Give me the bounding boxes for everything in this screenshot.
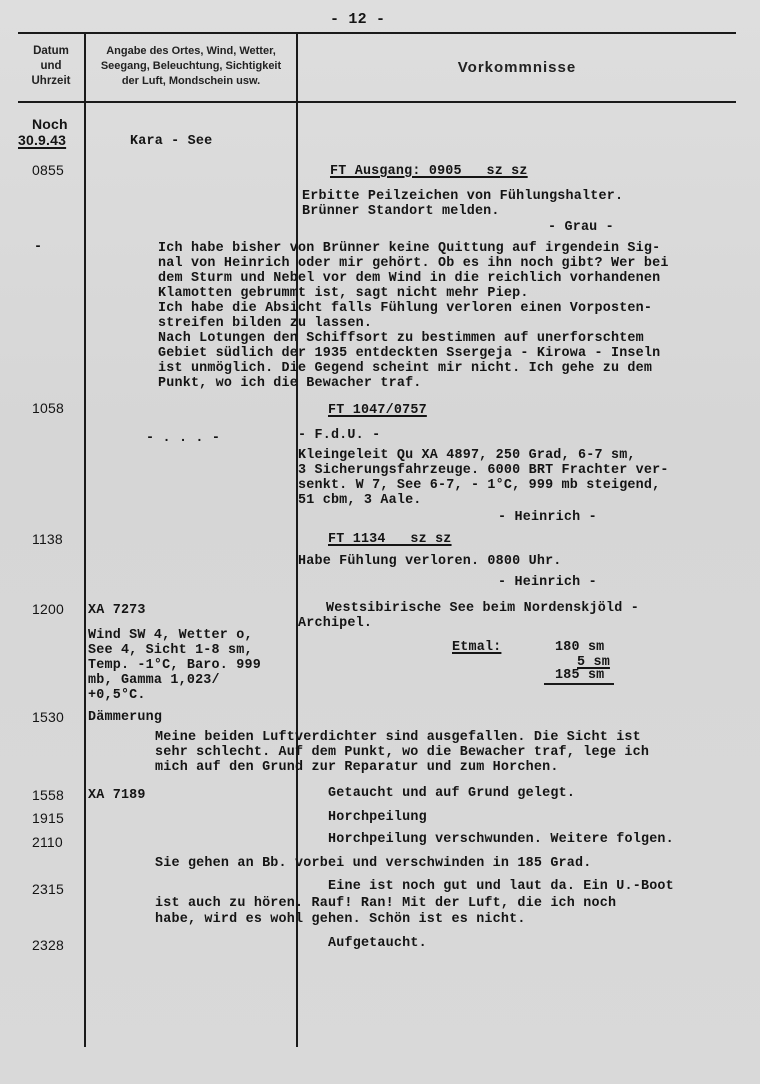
signature-heinrich: - Heinrich -: [498, 575, 597, 590]
time-2328: 2328: [32, 937, 64, 953]
event-text: Ich habe die Absicht falls Fühlung verloren einen Vorposten-: [158, 301, 653, 316]
etmal-value: 5 sm: [577, 655, 610, 670]
event-text: senkt. W 7, See 6-7, - 1°C, 999 mb steigend,: [298, 478, 661, 493]
etmal-value: 180 sm: [555, 640, 605, 655]
time-1530: 1530: [32, 709, 64, 725]
event-text: Klamotten gebrummt ist, sagt nicht mehr Piep.: [158, 286, 529, 301]
event-text: mich auf den Grund zur Reparatur und zum Horchen.: [155, 760, 559, 775]
time-0855: 0855: [32, 162, 64, 178]
header-place-line: Seegang, Beleuchtung, Sichtigkeit: [100, 60, 282, 72]
ft-1047-title: FT 1047/0757: [328, 403, 427, 418]
event-text: Ich habe bisher von Brünner keine Quittung auf irgendein Sig-: [158, 241, 661, 256]
header-place-line: Angabe des Ortes, Wind, Wetter,: [106, 45, 276, 57]
weather-line: Wind SW 4, Wetter o,: [88, 628, 253, 643]
date-value: 30.9.43: [18, 132, 67, 148]
event-text: Nach Lotungen den Schiffsort zu bestimmen auf unerforschtem: [158, 331, 644, 346]
event-text: Brünner Standort melden.: [302, 204, 500, 219]
event-text: ist auch zu hören. Rauf! Ran! Mit der Luft, die ich noch: [155, 896, 617, 911]
date-noch: Noch: [32, 116, 68, 132]
event-text: Westsibirische See beim Nordenskjöld -: [326, 601, 639, 616]
event-text: Horchpeilung verschwunden. Weitere folgen.: [328, 832, 674, 847]
column-divider-2: [296, 32, 298, 1047]
event-text: 3 Sicherungsfahrzeuge. 6000 BRT Frachter ver-: [298, 463, 669, 478]
page-number: - 12 -: [330, 11, 386, 28]
event-text: Erbitte Peilzeichen von Fühlungshalter.: [302, 189, 624, 204]
ft-ausgang-title: FT Ausgang: 0905 sz sz: [330, 164, 528, 179]
event-text: Sie gehen an Bb. vorbei und verschwinden in 185 Grad.: [155, 856, 592, 871]
weather-line: +0,5°C.: [88, 688, 146, 703]
header-place-line: der Luft, Mondschein usw.: [121, 75, 261, 87]
event-text: 51 cbm, 3 Aale.: [298, 493, 422, 508]
event-text: dem Sturm und Nebel vor dem Wind in die reichlich vorhandenen: [158, 271, 661, 286]
event-text: Gebiet südlich der 1935 entdeckten Ssergeja - Kirowa - Inseln: [158, 346, 661, 361]
header-date-column: [18, 44, 84, 89]
weather-line: Temp. -1°C, Baro. 999: [88, 658, 261, 673]
signature-heinrich: - Heinrich -: [498, 510, 597, 525]
event-text: Aufgetaucht.: [328, 936, 427, 951]
header-place-column: [86, 44, 296, 89]
paragraph-dash: -: [34, 240, 43, 255]
etmal-label: Etmal:: [452, 640, 502, 655]
event-text: Habe Fühlung verloren. 0800 Uhr.: [298, 554, 562, 569]
time-1200: 1200: [32, 601, 64, 617]
header-date-line: Datum: [33, 45, 69, 57]
event-text: Horchpeilung: [328, 810, 427, 825]
sender-fdu: - F.d.U. -: [298, 428, 381, 443]
etmal-total: 185 sm: [555, 668, 605, 683]
event-text: nal von Heinrich oder mir gehört. Ob es ihn noch gibt? Wer bei: [158, 256, 669, 271]
time-1058: 1058: [32, 400, 64, 416]
time-1915: 1915: [32, 810, 64, 826]
event-text: Kleingeleit Qu XA 4897, 250 Grad, 6-7 sm,: [298, 448, 636, 463]
time-2110: 2110: [32, 834, 63, 850]
place-kara-see: Kara - See: [130, 134, 213, 149]
weather-line: mb, Gamma 1,023/: [88, 673, 220, 688]
event-text: Archipel.: [298, 616, 373, 631]
place-dashes: - . . . -: [146, 431, 221, 446]
weather-line: See 4, Sicht 1-8 sm,: [88, 643, 253, 658]
place-daemmerung: Dämmerung: [88, 710, 163, 725]
ft-1134-title: FT 1134 sz sz: [328, 532, 452, 547]
time-1558: 1558: [32, 787, 64, 803]
position-xa7273: XA 7273: [88, 603, 146, 618]
etmal-total-rule: [544, 683, 614, 685]
event-text: Getaucht und auf Grund gelegt.: [328, 786, 576, 801]
position-xa7189: XA 7189: [88, 788, 146, 803]
header-top-rule: [18, 32, 736, 34]
event-text: Meine beiden Luftverdichter sind ausgefallen. Die Sicht ist: [155, 730, 641, 745]
header-bottom-rule: [18, 101, 736, 103]
event-text: ist unmöglich. Die Gegend scheint mir nicht. Ich gehe zu dem: [158, 361, 653, 376]
event-text: streifen bilden zu lassen.: [158, 316, 373, 331]
header-events-column: Vorkommnisse: [457, 59, 577, 76]
header-date-line: Uhrzeit: [31, 75, 71, 87]
column-divider-1: [84, 32, 86, 1047]
time-1138: 1138: [32, 531, 63, 547]
event-text: habe, wird es wohl gehen. Schön ist es nicht.: [155, 912, 526, 927]
event-text: Punkt, wo ich die Bewacher traf.: [158, 376, 422, 391]
event-text: sehr schlecht. Auf dem Punkt, wo die Bewacher traf, lege ich: [155, 745, 650, 760]
event-text: Eine ist noch gut und laut da. Ein U.-Boot: [328, 879, 674, 894]
header-date-line: und: [40, 60, 62, 72]
time-2315: 2315: [32, 881, 64, 897]
signature-grau: - Grau -: [548, 220, 614, 235]
